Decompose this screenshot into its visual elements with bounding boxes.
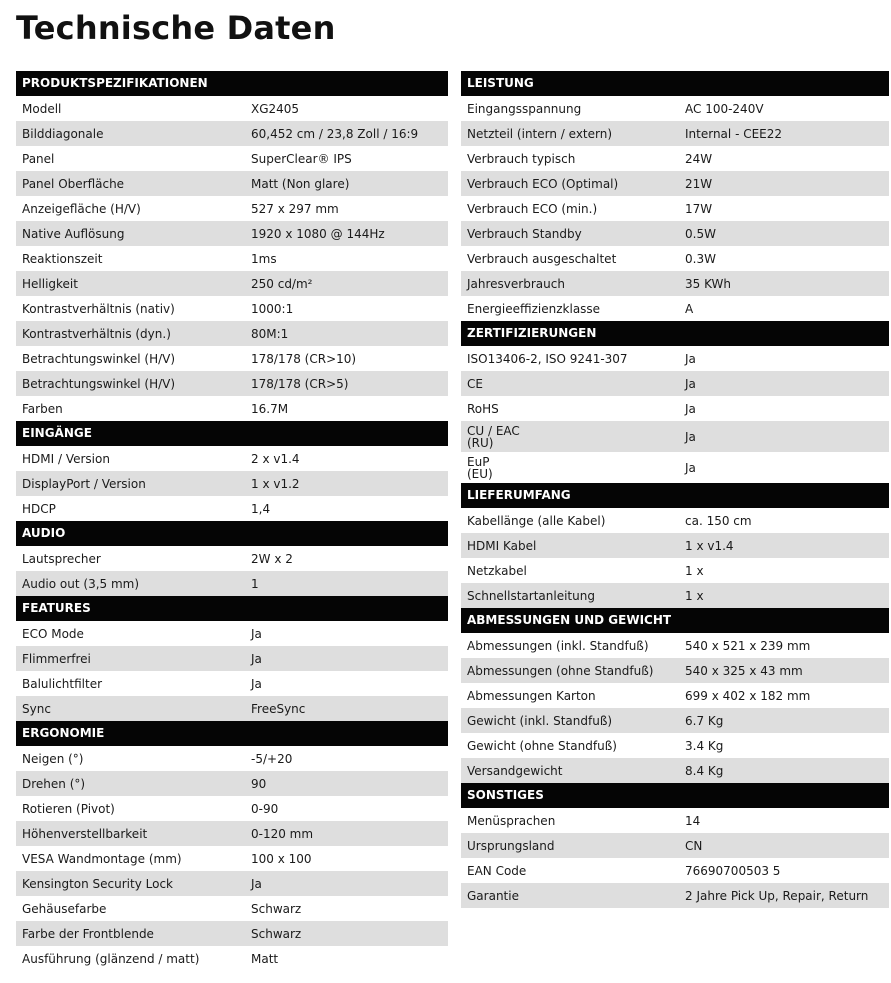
- spec-row: [16, 296, 448, 321]
- spec-row: [16, 921, 448, 946]
- spec-value: 527 x 297 mm: [251, 201, 339, 216]
- spec-label: Lautsprecher: [22, 551, 101, 566]
- spec-label: Farben: [22, 401, 63, 416]
- spec-value: ca. 150 cm: [685, 513, 752, 528]
- spec-label: Verbrauch typisch: [467, 151, 576, 166]
- spec-row: [16, 496, 448, 521]
- spec-value: 1: [251, 576, 259, 591]
- spec-row: [461, 346, 889, 371]
- spec-label: Verbrauch ECO (Optimal): [467, 176, 619, 191]
- spec-row: [461, 371, 889, 396]
- spec-row: [461, 533, 889, 558]
- spec-row: [461, 146, 889, 171]
- spec-label: Ausführung (glänzend / matt): [22, 951, 200, 966]
- spec-row: [16, 821, 448, 846]
- spec-row: [461, 396, 889, 421]
- spec-row: [16, 671, 448, 696]
- spec-row: [16, 646, 448, 671]
- spec-row: [461, 196, 889, 221]
- spec-value: 35 KWh: [685, 276, 731, 291]
- spec-label: Garantie: [467, 888, 519, 903]
- spec-label: Audio out (3,5 mm): [22, 576, 140, 591]
- spec-row: [16, 371, 448, 396]
- spec-label: Flimmerfrei: [22, 651, 91, 666]
- spec-row: [461, 221, 889, 246]
- spec-label: Kabellänge (alle Kabel): [467, 513, 606, 528]
- section-header: ZERTIFIZIERUNGEN: [461, 321, 889, 346]
- spec-label: Abmessungen (ohne Standfuß): [467, 663, 654, 678]
- spec-section-produktspezifikationen: [16, 71, 448, 421]
- spec-label: RoHS: [467, 401, 499, 416]
- spec-label: Verbrauch ausgeschaltet: [467, 251, 617, 266]
- section-header: ABMESSUNGEN UND GEWICHT: [461, 608, 889, 633]
- spec-label: Helligkeit: [22, 276, 78, 291]
- spec-label: Native Auflösung: [22, 226, 125, 241]
- spec-label: Verbrauch ECO (min.): [467, 201, 598, 216]
- spec-label: Bilddiagonale: [22, 126, 104, 141]
- spec-label: Panel Oberfläche: [22, 176, 125, 191]
- spec-label-line: EuP: [467, 454, 490, 469]
- spec-value: 0-120 mm: [251, 826, 314, 841]
- spec-label: HDCP: [22, 501, 56, 516]
- spec-value: 1 x v1.4: [685, 538, 734, 553]
- spec-row: [461, 583, 889, 608]
- spec-label: Netzkabel: [467, 563, 527, 578]
- spec-value: SuperClear® IPS: [251, 151, 352, 166]
- spec-value: 16.7M: [251, 401, 289, 416]
- spec-value: Ja: [251, 626, 262, 641]
- spec-row: [461, 452, 889, 483]
- spec-row: [461, 121, 889, 146]
- spec-value: -5/+20: [251, 751, 293, 766]
- spec-value: AC 100-240V: [685, 101, 764, 116]
- spec-section-ergonomie: [16, 721, 448, 971]
- spec-label: Betrachtungswinkel (H/V): [22, 376, 176, 391]
- spec-label: Sync: [22, 701, 51, 716]
- spec-row: [16, 321, 448, 346]
- spec-label-line: (EU): [467, 466, 493, 481]
- spec-value: 17W: [685, 201, 713, 216]
- spec-row: [461, 271, 889, 296]
- spec-row: [16, 121, 448, 146]
- spec-row: [461, 296, 889, 321]
- section-header: LEISTUNG: [461, 71, 889, 96]
- spec-row: [16, 896, 448, 921]
- spec-label: ISO13406-2, ISO 9241-307: [467, 351, 628, 366]
- spec-label: DisplayPort / Version: [22, 476, 146, 491]
- section-header: FEATURES: [16, 596, 448, 621]
- spec-label: [461, 425, 685, 449]
- spec-row: [16, 746, 448, 771]
- spec-label: Drehen (°): [22, 776, 86, 791]
- spec-row: [16, 621, 448, 646]
- spec-label: HDMI / Version: [22, 451, 110, 466]
- spec-row: [461, 683, 889, 708]
- spec-label: Versandgewicht: [467, 763, 563, 778]
- spec-row: [16, 871, 448, 896]
- spec-row: [16, 246, 448, 271]
- spec-row: [16, 796, 448, 821]
- spec-label: Jahresverbrauch: [467, 276, 565, 291]
- spec-label: Abmessungen (inkl. Standfuß): [467, 638, 649, 653]
- spec-value: 1 x v1.2: [251, 476, 300, 491]
- spec-row: [16, 196, 448, 221]
- spec-value: XG2405: [251, 101, 300, 116]
- page-title: Technische Daten: [16, 9, 336, 47]
- spec-section-abmessungen-und-gewicht: [461, 608, 889, 783]
- spec-value: 1,4: [251, 501, 271, 516]
- spec-value: Ja: [251, 876, 262, 891]
- spec-label: Eingangsspannung: [467, 101, 582, 116]
- spec-label: Verbrauch Standby: [467, 226, 582, 241]
- spec-label: Farbe der Frontblende: [22, 926, 154, 941]
- spec-section-features: [16, 596, 448, 721]
- spec-label: Kensington Security Lock: [22, 876, 173, 891]
- spec-row: [16, 171, 448, 196]
- spec-label: Schnellstartanleitung: [467, 588, 595, 603]
- spec-row: [16, 221, 448, 246]
- spec-row: [461, 733, 889, 758]
- spec-label: Höhenverstellbarkeit: [22, 826, 148, 841]
- spec-row: [16, 946, 448, 971]
- spec-value: 21W: [685, 176, 713, 191]
- spec-row: [461, 883, 889, 908]
- spec-row: [16, 346, 448, 371]
- spec-value: Matt: [251, 951, 279, 966]
- spec-value: 0.3W: [685, 251, 716, 266]
- spec-value: 0-90: [251, 801, 279, 816]
- spec-label: Gewicht (inkl. Standfuß): [467, 713, 613, 728]
- spec-value: 2 Jahre Pick Up, Repair, Return: [685, 888, 869, 903]
- spec-row: [16, 146, 448, 171]
- spec-value: 1 x: [685, 563, 704, 578]
- spec-row: [461, 858, 889, 883]
- spec-value: Schwarz: [251, 901, 302, 916]
- spec-section-leistung: [461, 71, 889, 321]
- spec-label: Balulichtfilter: [22, 676, 103, 691]
- spec-label: EAN Code: [467, 863, 527, 878]
- spec-row: [16, 696, 448, 721]
- spec-label: Kontrastverhältnis (nativ): [22, 301, 175, 316]
- spec-value: 90: [251, 776, 267, 791]
- spec-label: Betrachtungswinkel (H/V): [22, 351, 176, 366]
- spec-value: A: [685, 301, 694, 316]
- spec-value: 80M:1: [251, 326, 289, 341]
- spec-value: 76690700503 5: [685, 863, 781, 878]
- spec-value: 8.4 Kg: [685, 763, 724, 778]
- spec-label: Gehäusefarbe: [22, 901, 107, 916]
- spec-label: Energieeffizienzklasse: [467, 301, 601, 316]
- spec-value: 60,452 cm / 23,8 Zoll / 16:9: [251, 126, 419, 141]
- spec-value: 540 x 325 x 43 mm: [685, 663, 803, 678]
- spec-value: Schwarz: [251, 926, 302, 941]
- spec-row: [16, 446, 448, 471]
- spec-row: [461, 808, 889, 833]
- left-spec-column: [16, 71, 448, 971]
- spec-value: Ja: [685, 376, 696, 391]
- spec-value: 0.5W: [685, 226, 716, 241]
- spec-label: Netzteil (intern / extern): [467, 126, 613, 141]
- spec-value: Ja: [251, 651, 262, 666]
- spec-label: Modell: [22, 101, 62, 116]
- section-header: AUDIO: [16, 521, 448, 546]
- spec-value: 1ms: [251, 251, 277, 266]
- spec-value: 1 x: [685, 588, 704, 603]
- spec-row: [16, 96, 448, 121]
- spec-row: [461, 421, 889, 452]
- spec-row: [461, 96, 889, 121]
- section-header: SONSTIGES: [461, 783, 889, 808]
- spec-label: Kontrastverhältnis (dyn.): [22, 326, 171, 341]
- spec-section-eingaenge: [16, 421, 448, 521]
- spec-value: 540 x 521 x 239 mm: [685, 638, 811, 653]
- section-header: LIEFERUMFANG: [461, 483, 889, 508]
- spec-row: [461, 833, 889, 858]
- spec-value: Internal - CEE22: [685, 126, 783, 141]
- spec-label: Gewicht (ohne Standfuß): [467, 738, 617, 753]
- spec-row: [16, 846, 448, 871]
- spec-value: 3.4 Kg: [685, 738, 724, 753]
- spec-value: 100 x 100: [251, 851, 312, 866]
- spec-label: Neigen (°): [22, 751, 84, 766]
- spec-value: 178/178 (CR>5): [251, 376, 349, 391]
- spec-label: VESA Wandmontage (mm): [22, 851, 182, 866]
- spec-value: 2W x 2: [251, 551, 293, 566]
- spec-value: Ja: [685, 351, 696, 366]
- spec-section-audio: [16, 521, 448, 596]
- section-header: ERGONOMIE: [16, 721, 448, 746]
- spec-row: [16, 396, 448, 421]
- spec-value: 1920 x 1080 @ 144Hz: [251, 226, 385, 241]
- spec-value: 14: [685, 813, 701, 828]
- spec-label-line: (RU): [467, 435, 494, 450]
- spec-value: Ja: [685, 401, 696, 416]
- spec-value: Ja: [685, 429, 696, 444]
- spec-row: [461, 758, 889, 783]
- spec-row: [16, 471, 448, 496]
- spec-label: ECO Mode: [22, 626, 84, 641]
- spec-row: [461, 171, 889, 196]
- spec-value: Matt (Non glare): [251, 176, 350, 191]
- spec-section-sonstiges: [461, 783, 889, 908]
- spec-row: [16, 546, 448, 571]
- spec-label: HDMI Kabel: [467, 538, 537, 553]
- spec-row: [16, 571, 448, 596]
- spec-label: Abmessungen Karton: [467, 688, 596, 703]
- spec-value: 24W: [685, 151, 713, 166]
- spec-value: 699 x 402 x 182 mm: [685, 688, 811, 703]
- spec-value: CN: [685, 838, 703, 853]
- spec-label: Panel: [22, 151, 55, 166]
- spec-value: 2 x v1.4: [251, 451, 300, 466]
- spec-value: 6.7 Kg: [685, 713, 724, 728]
- right-spec-column: [461, 71, 889, 908]
- section-header: PRODUKTSPEZIFIKATIONEN: [16, 71, 448, 96]
- spec-row: [461, 633, 889, 658]
- spec-value: FreeSync: [251, 701, 306, 716]
- spec-label: Anzeigefläche (H/V): [22, 201, 141, 216]
- spec-row: [461, 508, 889, 533]
- spec-row: [461, 708, 889, 733]
- spec-label: Reaktionszeit: [22, 251, 103, 266]
- spec-label: Menüsprachen: [467, 813, 556, 828]
- spec-value: Ja: [251, 676, 262, 691]
- spec-value: 1000:1: [251, 301, 294, 316]
- spec-row: [461, 246, 889, 271]
- spec-value: Ja: [685, 460, 696, 475]
- spec-section-zertifizierungen: [461, 321, 889, 483]
- spec-row: [16, 771, 448, 796]
- spec-label: [461, 456, 685, 480]
- spec-value: 178/178 (CR>10): [251, 351, 357, 366]
- spec-label: CE: [467, 376, 483, 391]
- spec-row: [461, 658, 889, 683]
- spec-label-line: CU / EAC: [467, 423, 520, 438]
- spec-value: 250 cd/m²: [251, 276, 313, 291]
- spec-row: [461, 558, 889, 583]
- spec-row: [16, 271, 448, 296]
- spec-section-lieferumfang: [461, 483, 889, 608]
- spec-label: Ursprungsland: [467, 838, 555, 853]
- spec-label: Rotieren (Pivot): [22, 801, 115, 816]
- section-header: EINGÄNGE: [16, 421, 448, 446]
